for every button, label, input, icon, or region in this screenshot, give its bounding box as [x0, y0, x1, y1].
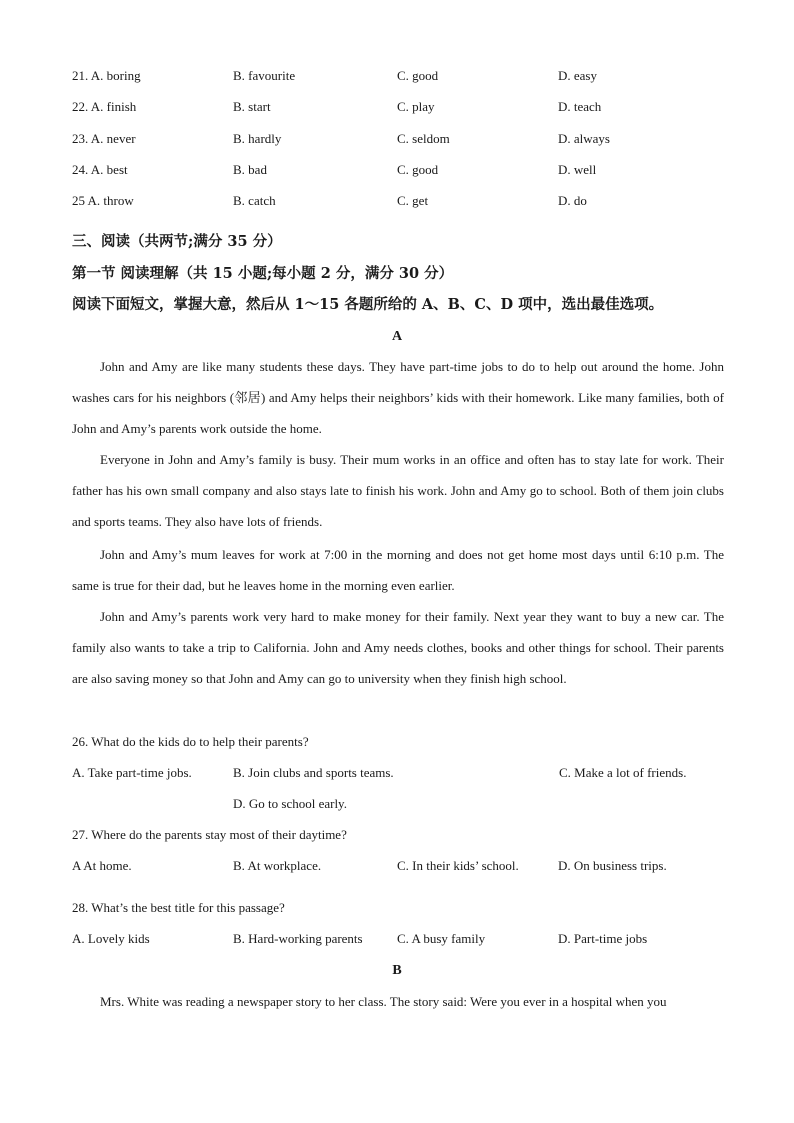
passage-a-paragraph-4: John and Amy’s parents work very hard to make money for their family. Next year they want to buy a new car. The family also wants to take a trip to California. John and Amy needs clothes, books and other things for school. Their parents are also saving money so that John and Amy can go to university when they finish high school. — [72, 609, 724, 686]
option-22a[interactable]: 22. A. finish — [72, 99, 137, 114]
option-25c[interactable]: C. get — [397, 193, 429, 208]
option-23a[interactable]: 23. A. never — [72, 131, 136, 146]
option-22b[interactable]: B. start — [233, 99, 271, 114]
option-21c[interactable]: C. good — [397, 68, 439, 83]
passage-b-first-line: Mrs. White was reading a newspaper story to her class. The story said: Were you ever in a hospital when you — [100, 994, 667, 1009]
option-27c[interactable]: C. In their kids’ school. — [397, 858, 519, 873]
passage-a-paragraph-1: John and Amy are like many students these days. They have part-time jobs to do to help out around the home. John washes cars for his neighbors (邻居) and Amy helps their neighbors’ kids with their homework. Like many families, both of John and Amy’s parents work outside the home. — [72, 359, 724, 436]
passage-a-paragraph-2: Everyone in John and Amy’s family is busy. Their mum works in an office and often has to stay late for work. Their father has his own small company and also stays late to finish his work. John and Amy go to school. Both of them join clubs and sports teams. They also have lots of friends. — [72, 452, 724, 529]
option-21b[interactable]: B. favourite — [233, 68, 296, 83]
section-title: 三、阅读（共两节;满分 35 分） — [72, 233, 282, 250]
section-subtitle: 第一节 阅读理解（共 15 小题;每小题 2 分，满分 30 分） — [72, 265, 454, 282]
question-26: 26. What do the kids do to help their parents? — [72, 734, 309, 749]
option-23c[interactable]: C. seldom — [397, 131, 450, 146]
option-23b[interactable]: B. hardly — [233, 131, 282, 146]
option-27d[interactable]: D. On business trips. — [558, 858, 667, 873]
option-26a[interactable]: A. Take part-time jobs. — [72, 765, 192, 780]
section-instruction: 阅读下面短文，掌握大意，然后从 1～15 各题所给的 A、B、C、D 项中，选出最佳选项。 — [72, 296, 664, 313]
option-27b[interactable]: B. At workplace. — [233, 858, 322, 873]
option-22d[interactable]: D. teach — [558, 99, 602, 114]
passage-b-label: B — [392, 963, 402, 978]
option-24b[interactable]: B. bad — [233, 162, 267, 177]
option-28a[interactable]: A. Lovely kids — [72, 931, 150, 946]
option-25a[interactable]: 25 A. throw — [72, 193, 134, 208]
question-27: 27. Where do the parents stay most of their daytime? — [72, 827, 347, 842]
option-26b[interactable]: B. Join clubs and sports teams. — [233, 765, 394, 780]
option-25b[interactable]: B. catch — [233, 193, 276, 208]
option-25d[interactable]: D. do — [558, 193, 587, 208]
option-21d[interactable]: D. easy — [558, 68, 597, 83]
option-26c[interactable]: C. Make a lot of friends. — [559, 765, 687, 780]
option-21a[interactable]: 21. A. boring — [72, 68, 141, 83]
option-24a[interactable]: 24. A. best — [72, 162, 128, 177]
option-27a[interactable]: A At home. — [72, 858, 132, 873]
option-28b[interactable]: B. Hard-working parents — [233, 931, 363, 946]
question-28: 28. What’s the best title for this passage? — [72, 900, 285, 915]
option-24d[interactable]: D. well — [558, 162, 597, 177]
option-23d[interactable]: D. always — [558, 131, 610, 146]
option-26d[interactable]: D. Go to school early. — [233, 796, 347, 811]
passage-a-label: A — [391, 329, 403, 344]
passage-a-paragraph-3: John and Amy’s mum leaves for work at 7:00 in the morning and does not get home most days until 6:10 p.m. The same is true for their dad, but he leaves home in the morning even earlier. — [72, 547, 724, 593]
option-28c[interactable]: C. A busy family — [397, 931, 486, 946]
option-28d[interactable]: D. Part-time jobs — [558, 931, 648, 946]
option-22c[interactable]: C. play — [397, 99, 435, 114]
option-24c[interactable]: C. good — [397, 162, 439, 177]
